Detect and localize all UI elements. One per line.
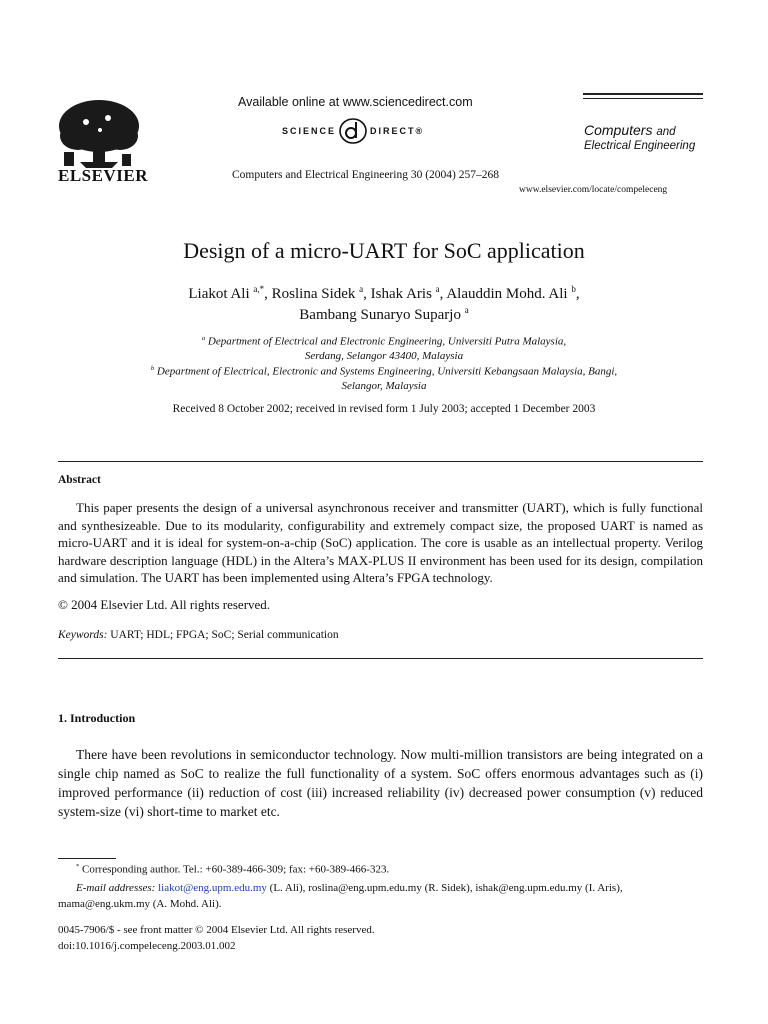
keywords-label: Keywords: [58, 629, 108, 641]
footnote-emails [58, 880, 703, 912]
authors-line1: Liakot Ali $^{a,*}$, Roslina Sidek $^a$, Ishak Aris $^a$, Alauddin Mohd. Ali $^b$, [188, 284, 580, 302]
email-link[interactable]: liakot@eng.upm.edu.my [158, 882, 267, 894]
keywords-value: UART; HDL; FPGA; SoC; Serial communication [110, 629, 339, 641]
affiliation-a-line2: Serdang, Selangor 43400, Malaysia [304, 350, 464, 362]
journal-name-line2: Electrical Engineering [584, 140, 696, 152]
sciencedirect-right-text: DIRECT® [370, 126, 425, 136]
author-sup: a,* [253, 284, 265, 294]
sciencedirect-left-text: SCIENCE [282, 126, 337, 136]
affiliation-b-line2: Selangor, Malaysia [341, 380, 427, 392]
abstract-heading: Abstract [58, 474, 101, 486]
journal-url[interactable]: www.elsevier.com/locate/compeleceng [519, 185, 668, 195]
authors-line2 [0, 305, 768, 324]
abstract-top-rule [58, 461, 703, 462]
received-dates: Received 8 October 2002; received in revised form 1 July 2003; accepted 1 December 2003 [172, 403, 596, 415]
publisher-name: ELSEVIER [58, 166, 148, 185]
email-label: E-mail addresses: [76, 882, 156, 894]
journal-name-line1: Computers and [584, 122, 676, 138]
keywords [58, 629, 339, 641]
available-online-text: Available online at www.sciencedirect.com [238, 95, 473, 109]
affiliation-b: $^b$ Department of Electrical, Electronic and Systems Engineering, Universiti Kebangsaan Malaysia, Bangi, [150, 365, 618, 378]
paper-title: Design of a micro-UART for SoC application [183, 238, 585, 263]
author-sup: b [571, 284, 576, 294]
issn-line: 0045-7906/$ - see front matter © 2004 Elsevier Ltd. All rights reserved. [58, 924, 375, 936]
introduction-text: There have been revolutions in semiconductor technology. Now multi-million transistors are being integrated on a single chip named as SoC to realize the full functionality of a system. SoC offers enormous advantages such as (i) improved performance (ii) reduction of cost (iii) increased reliability (iv) decreased power consumption (v) reduced system-size (vi) short-time to market etc. [58, 747, 703, 819]
email-rest: (L. Ali), roslina@eng.upm.edu.my (R. Sidek), ishak@eng.upm.edu.my (I. Aris), mama@eng.ukm.my (A. Mohd. Ali). [58, 882, 623, 910]
footnote-corresponding: * Corresponding author. Tel.: +60-389-466-309; fax: +60-389-466-323. [76, 863, 390, 876]
journal-rules [583, 93, 703, 102]
author-sup: a [464, 305, 469, 315]
abstract-text: This paper presents the design of a universal asynchronous receiver and transmitter (UART), which is fully functional and synthesizeable. Due to its modularity, configurability and extremely compact size, the proposed UART is named as micro-UART and it is ideal for system-on-a-chip (SoC) application. The core is usable as an intellectual property. Verilog hardware description language (HDL) in the Altera’s MAX-PLUS II environment has been used for its design, compilation and simulation. The UART has been implemented using Altera’s FPGA technology. [58, 500, 703, 585]
author-name: Alauddin Mohd. Ali [446, 286, 568, 302]
author-name: Ishak Aris [370, 286, 432, 302]
sciencedirect-logo [282, 117, 424, 145]
author-name: Roslina Sidek [271, 286, 356, 302]
journal-citation: Computers and Electrical Engineering 30 (2004) 257–268 [232, 169, 499, 181]
abstract-copyright: © 2004 Elsevier Ltd. All rights reserved. [58, 597, 271, 612]
author-sup: a [359, 284, 364, 294]
abstract-bottom-rule [58, 658, 703, 659]
footnote-rule [58, 858, 116, 859]
author-sup: a [435, 284, 440, 294]
sciencedirect-d-icon [338, 117, 368, 145]
author-name: Bambang Sunaryo Suparjo [299, 307, 461, 323]
author-name: Liakot Ali [188, 286, 250, 302]
doi-line[interactable]: doi:10.1016/j.compeleceng.2003.01.002 [58, 940, 236, 952]
section-heading-introduction: 1. Introduction [58, 711, 136, 725]
affiliation-a: $^a$ Department of Electrical and Electronic Engineering, Universiti Putra Malaysia, [201, 335, 567, 348]
